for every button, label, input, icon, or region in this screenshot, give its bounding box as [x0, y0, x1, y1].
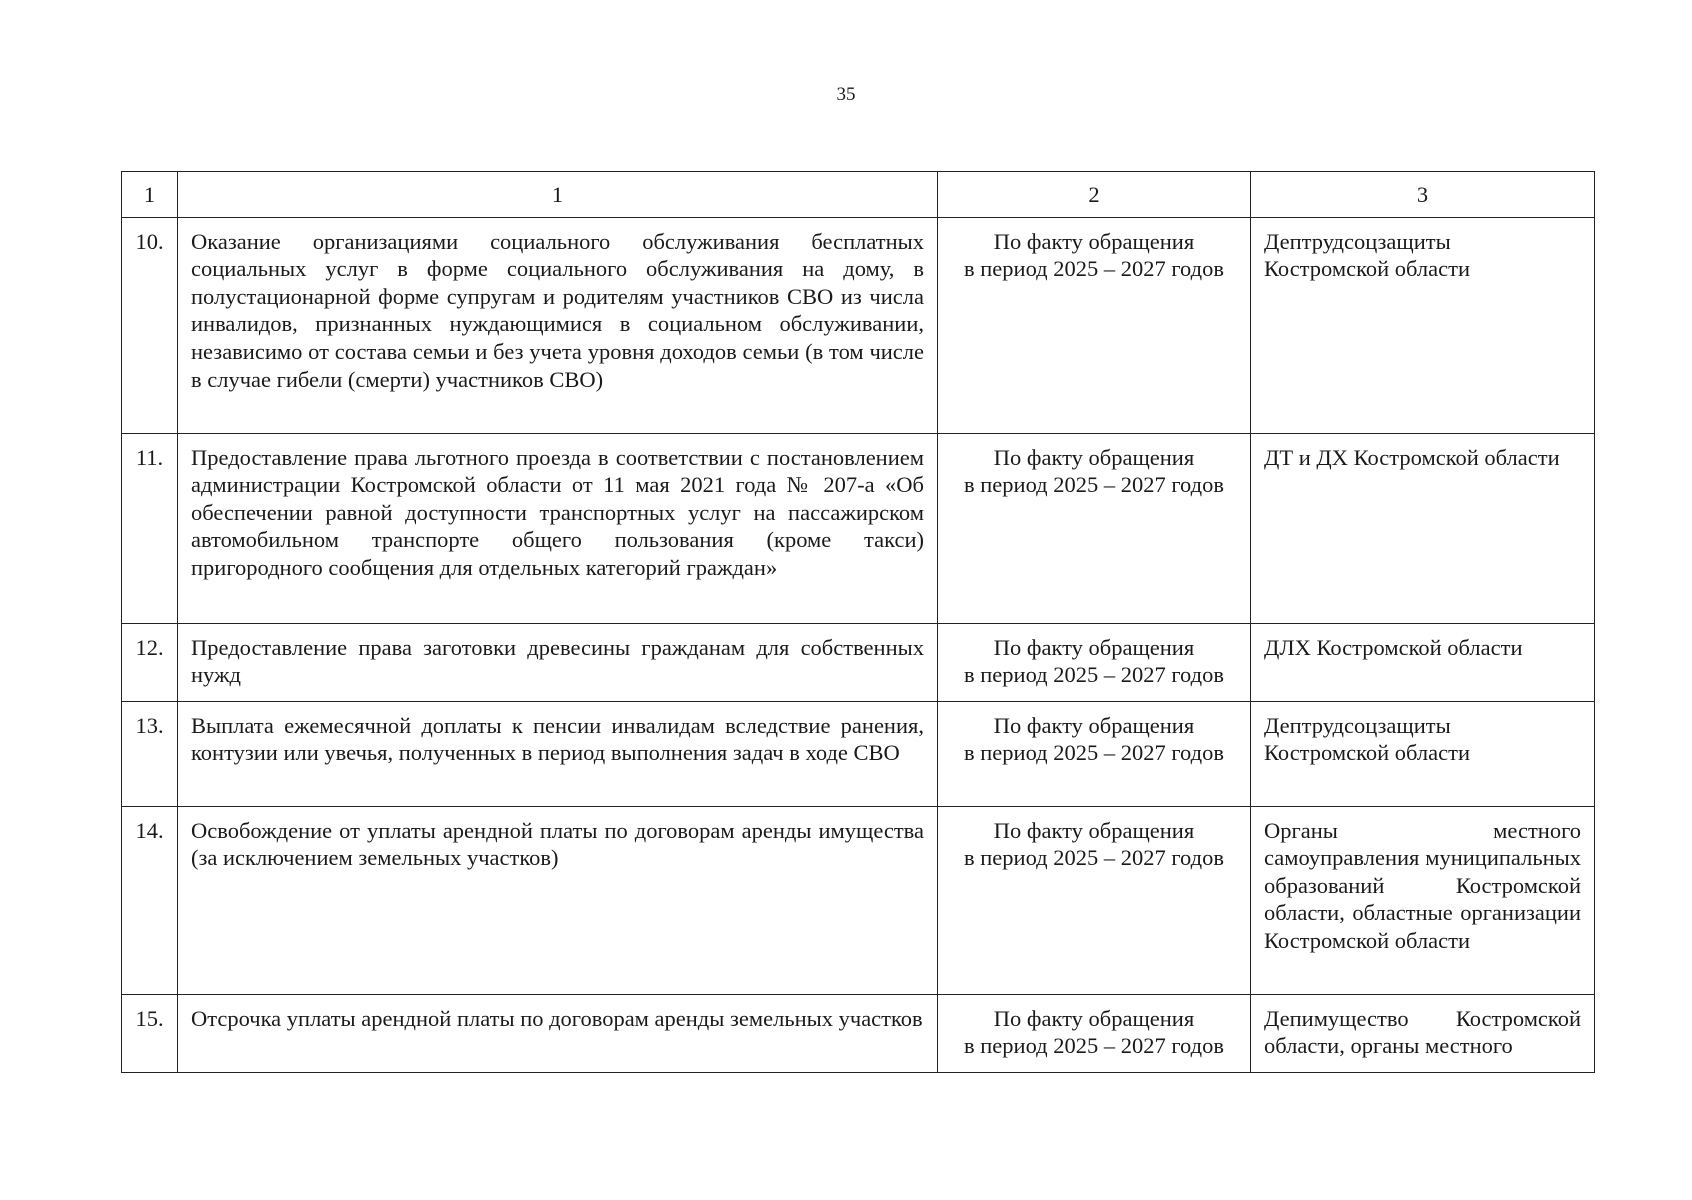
header-cell: 1: [122, 172, 178, 218]
measure-executor: Органы местного самоуправления муниципальных образований Костромской области, областные организации Костромской области: [1251, 806, 1595, 994]
measure-term: [938, 433, 1251, 623]
measure-description: Освобождение от уплаты арендной платы по договорам аренды имущества (за исключением земельных участков): [178, 806, 938, 994]
measure-term: [938, 701, 1251, 806]
measure-executor: Депимущество Костромской области, органы местного: [1251, 994, 1595, 1072]
table-row: [122, 806, 1595, 994]
table-row: [122, 217, 1595, 433]
measure-executor: ДЛХ Костромской области: [1251, 623, 1595, 701]
term-line: в период 2025 – 2027 годов: [964, 845, 1224, 871]
measure-executor: Дептрудсоцзащиты Костромской области: [1251, 701, 1595, 806]
term-line: По факту обращения: [993, 1005, 1195, 1031]
row-number: 10.: [122, 217, 178, 433]
measures-table: [121, 171, 1595, 1073]
measure-executor: ДТ и ДХ Костромской области: [1251, 433, 1595, 623]
table-header-row: [122, 172, 1595, 218]
measure-description: Предоставление права льготного проезда в соответствии с постановлением администрации Костромской области от 11 мая 2021 года № 207-а «Об обеспечении равной доступности транспортных услуг на пассажирском автомобильном транспорте общего пользования (кроме такси) пригородного сообщения для отдельных категорий граждан»: [178, 433, 938, 623]
header-cell: 1: [178, 172, 938, 218]
term-line: По факту обращения: [993, 712, 1195, 738]
page-number: 35: [836, 84, 856, 105]
header-cell: 2: [938, 172, 1251, 218]
row-number: 11.: [122, 433, 178, 623]
term-line: в период 2025 – 2027 годов: [964, 1033, 1224, 1059]
term-line: в период 2025 – 2027 годов: [964, 472, 1224, 498]
measure-executor: Дептрудсоцзащиты Костромской области: [1251, 217, 1595, 433]
term-line: в период 2025 – 2027 годов: [964, 662, 1224, 688]
term-line: По факту обращения: [993, 817, 1195, 843]
table-row: [122, 623, 1595, 701]
table-row: [122, 994, 1595, 1072]
measure-description: Предоставление права заготовки древесины гражданам для собственных нужд: [178, 623, 938, 701]
measure-description: Оказание организациями социального обслуживания бесплатных социальных услуг в форме социального обслуживания на дому, в полустационарной форме супругам и родителям участников СВО из числа инвалидов, признанных нуждающимися в социальном обслуживании, независимо от состава семьи и без учета уровня доходов семьи (в том числе в случае гибели (смерти) участников СВО): [178, 217, 938, 433]
measure-term: [938, 217, 1251, 433]
measure-description: Выплата ежемесячной доплаты к пенсии инвалидам вследствие ранения, контузии или увечья, полученных в период выполнения задач в ходе СВО: [178, 701, 938, 806]
row-number: 13.: [122, 701, 178, 806]
measure-term: [938, 623, 1251, 701]
row-number: 12.: [122, 623, 178, 701]
table-row: [122, 701, 1595, 806]
term-line: По факту обращения: [993, 634, 1195, 660]
header-cell: 3: [1251, 172, 1595, 218]
row-number: 15.: [122, 994, 178, 1072]
row-number: 14.: [122, 806, 178, 994]
measure-description: Отсрочка уплаты арендной платы по договорам аренды земельных участков: [178, 994, 938, 1072]
term-line: По факту обращения: [993, 444, 1195, 470]
measure-term: [938, 806, 1251, 994]
term-line: в период 2025 – 2027 годов: [964, 740, 1224, 766]
term-line: в период 2025 – 2027 годов: [964, 256, 1224, 282]
table-row: [122, 433, 1595, 623]
measure-term: [938, 994, 1251, 1072]
term-line: По факту обращения: [993, 228, 1195, 254]
